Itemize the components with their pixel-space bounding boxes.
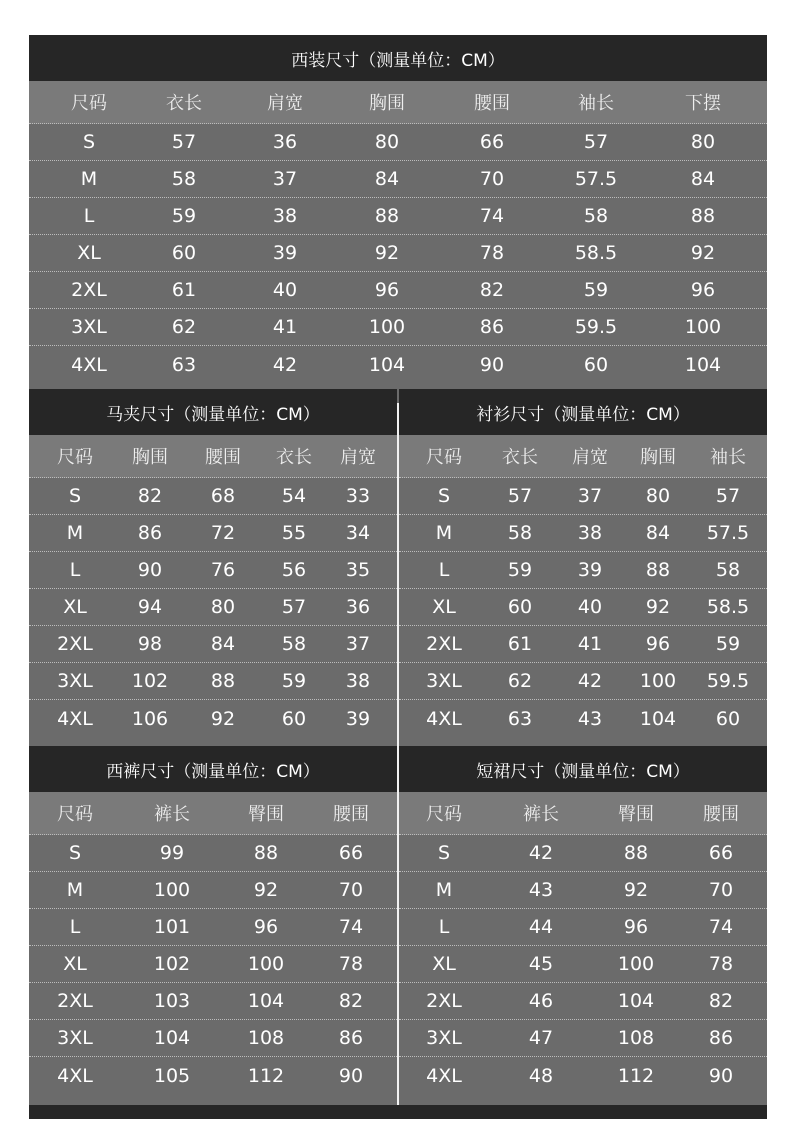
- skirt-header-cell: 臀围: [618, 804, 654, 825]
- suit-cell: 40: [272, 279, 298, 301]
- trousers-cell: 105: [153, 1064, 191, 1087]
- vest-cell: 34: [345, 522, 371, 544]
- trousers-cell: 74: [338, 916, 364, 938]
- skirt-cell: L: [438, 916, 450, 938]
- shirt-header-cell: 胸围: [640, 447, 676, 468]
- trousers-cell: 86: [338, 1027, 364, 1049]
- table-row: [29, 552, 397, 589]
- suit-cell: 88: [374, 205, 400, 227]
- shirt-cell: 92: [645, 596, 671, 618]
- suit-header-cell: 下摆: [685, 93, 721, 114]
- vest-cell: 38: [345, 670, 371, 692]
- shirt-cell: 59: [507, 559, 533, 581]
- table-row: [29, 272, 767, 309]
- shirt-header-cell: 衣长: [502, 447, 538, 468]
- skirt-cell: 100: [617, 953, 655, 975]
- vest-cell: 33: [345, 485, 371, 507]
- suit-cell: 66: [479, 131, 505, 153]
- shirt-cell: 96: [645, 633, 671, 655]
- vest-cell: 39: [345, 707, 371, 730]
- shirt-cell: 2XL: [426, 633, 462, 655]
- shirt-cell: 57: [507, 485, 533, 507]
- suit-cell: 88: [690, 205, 716, 227]
- vest-cell: 68: [210, 485, 236, 507]
- trousers-cell: 4XL: [57, 1064, 93, 1087]
- table-row: [29, 1020, 397, 1057]
- shirt-cell: 59.5: [706, 670, 750, 692]
- vest-cell: 98: [137, 633, 163, 655]
- table-row: [29, 663, 397, 700]
- vest-header-cell: 腰围: [205, 447, 241, 468]
- suit-header-cell: 腰围: [474, 93, 510, 114]
- suit-cell: 36: [272, 131, 298, 153]
- trousers-cell: 101: [153, 916, 191, 938]
- vest-cell: 3XL: [57, 670, 93, 692]
- shirt-cell: 58: [507, 522, 533, 544]
- skirt-cell: 90: [708, 1064, 734, 1087]
- shirt-cell: 3XL: [426, 670, 462, 692]
- trousers-cell: 2XL: [57, 990, 93, 1012]
- shirt-cell: 104: [639, 707, 677, 730]
- skirt-cell: 86: [708, 1027, 734, 1049]
- trousers-cell: 88: [253, 842, 279, 864]
- skirt-header-row: [399, 792, 767, 835]
- table-row: [29, 161, 767, 198]
- shirt-cell: 57: [715, 485, 741, 507]
- suit-cell: S: [82, 131, 96, 153]
- table-row: [29, 478, 397, 515]
- vest-cell: 2XL: [57, 633, 93, 655]
- suit-cell: 104: [684, 353, 722, 376]
- suit-cell: 104: [368, 353, 406, 376]
- skirt-cell: 4XL: [426, 1064, 462, 1087]
- suit-cell: 39: [272, 242, 298, 264]
- skirt-cell: M: [435, 879, 453, 901]
- suit-cell: 86: [479, 316, 505, 338]
- table-row: [399, 1020, 767, 1057]
- trousers-cell: XL: [63, 953, 87, 975]
- vest-cell: 102: [131, 670, 169, 692]
- suit-cell: 57: [171, 131, 197, 153]
- suit-cell: 60: [583, 353, 609, 376]
- suit-cell: 96: [374, 279, 400, 301]
- suit-cell: 38: [272, 205, 298, 227]
- skirt-cell: 96: [623, 916, 649, 938]
- table-row: [29, 700, 397, 737]
- suit-cell: 100: [368, 316, 406, 338]
- shirt-cell: 39: [577, 559, 603, 581]
- shirt-cell: 60: [507, 596, 533, 618]
- vest-cell: 76: [210, 559, 236, 581]
- table-row: [29, 983, 397, 1020]
- suit-cell: XL: [77, 242, 101, 264]
- skirt-cell: 74: [708, 916, 734, 938]
- trousers-cell: 66: [338, 842, 364, 864]
- table-row: [399, 626, 767, 663]
- suit-cell: 58: [171, 168, 197, 190]
- shirt-cell: L: [438, 559, 450, 581]
- skirt-cell: 78: [708, 953, 734, 975]
- skirt-cell: 104: [617, 990, 655, 1012]
- shirt-size-table: [399, 389, 767, 746]
- skirt-cell: 2XL: [426, 990, 462, 1012]
- table-row: [399, 478, 767, 515]
- suit-cell: 58.5: [574, 242, 618, 264]
- shirt-header-row: [399, 435, 767, 478]
- shirt-table-title: 衬衫尺寸（测量单位：CM）: [399, 389, 767, 435]
- table-row: [29, 309, 767, 346]
- skirt-cell: 92: [623, 879, 649, 901]
- shirt-cell: 4XL: [426, 707, 462, 730]
- shirt-header-cell: 袖长: [710, 447, 746, 468]
- suit-cell: 96: [690, 279, 716, 301]
- vest-cell: L: [69, 559, 81, 581]
- suit-cell: 59: [583, 279, 609, 301]
- vest-cell: M: [66, 522, 84, 544]
- table-row: [399, 1057, 767, 1094]
- trousers-cell: 112: [247, 1064, 285, 1087]
- vest-cell: 86: [137, 522, 163, 544]
- suit-cell: 100: [684, 316, 722, 338]
- table-row: [29, 124, 767, 161]
- table-row: [29, 1057, 397, 1094]
- vest-cell: 60: [281, 707, 307, 730]
- vest-cell: 37: [345, 633, 371, 655]
- suit-cell: 3XL: [71, 316, 107, 338]
- table-row: [399, 515, 767, 552]
- table-row: [399, 663, 767, 700]
- suit-header-cell: 袖长: [578, 93, 614, 114]
- shirt-cell: 58.5: [706, 596, 750, 618]
- table-row: [29, 626, 397, 663]
- vest-cell: 58: [281, 633, 307, 655]
- size-chart-sheet: [29, 35, 767, 1119]
- suit-cell: 92: [690, 242, 716, 264]
- suit-cell: 58: [583, 205, 609, 227]
- vest-cell: 84: [210, 633, 236, 655]
- column-divider: [397, 403, 399, 1119]
- skirt-cell: 108: [617, 1027, 655, 1049]
- table-row: [399, 909, 767, 946]
- trousers-cell: S: [68, 842, 82, 864]
- vest-cell: S: [68, 485, 82, 507]
- skirt-cell: 44: [528, 916, 554, 938]
- trousers-cell: 78: [338, 953, 364, 975]
- suit-cell: 37: [272, 168, 298, 190]
- table-row: [399, 552, 767, 589]
- shirt-cell: 40: [577, 596, 603, 618]
- vest-cell: 54: [281, 485, 307, 507]
- skirt-header-cell: 裤长: [523, 804, 559, 825]
- suit-cell: 57: [583, 131, 609, 153]
- trousers-header-cell: 臀围: [248, 804, 284, 825]
- shirt-cell: 58: [715, 559, 741, 581]
- vest-cell: 35: [345, 559, 371, 581]
- skirt-cell: 66: [708, 842, 734, 864]
- suit-cell: 42: [272, 353, 298, 376]
- suit-size-table: [29, 35, 767, 389]
- shirt-cell: 63: [507, 707, 533, 730]
- suit-cell: 70: [479, 168, 505, 190]
- skirt-cell: 112: [617, 1064, 655, 1087]
- vest-cell: 80: [210, 596, 236, 618]
- table-row: [29, 909, 397, 946]
- trousers-cell: 104: [247, 990, 285, 1012]
- suit-cell: 59: [171, 205, 197, 227]
- table-row: [29, 515, 397, 552]
- skirt-header-cell: 腰围: [703, 804, 739, 825]
- table-row: [399, 983, 767, 1020]
- trousers-cell: 3XL: [57, 1027, 93, 1049]
- shirt-cell: 100: [639, 670, 677, 692]
- vest-cell: 106: [131, 707, 169, 730]
- trousers-cell: L: [69, 916, 81, 938]
- trousers-header-cell: 裤长: [154, 804, 190, 825]
- trousers-header-cell: 腰围: [333, 804, 369, 825]
- vest-header-row: [29, 435, 397, 478]
- suit-cell: 63: [171, 353, 197, 376]
- vest-header-cell: 肩宽: [340, 447, 376, 468]
- table-row: [29, 835, 397, 872]
- trousers-cell: 104: [153, 1027, 191, 1049]
- vest-size-table: [29, 389, 397, 746]
- suit-cell: 90: [479, 353, 505, 376]
- skirt-cell: 46: [528, 990, 554, 1012]
- vest-table-title: 马夹尺寸（测量单位：CM）: [29, 389, 397, 435]
- table-row: [29, 946, 397, 983]
- table-row: [399, 835, 767, 872]
- shirt-cell: 42: [577, 670, 603, 692]
- shirt-cell: 80: [645, 485, 671, 507]
- table-row: [29, 872, 397, 909]
- suit-cell: 80: [690, 131, 716, 153]
- suit-cell: 4XL: [71, 353, 107, 376]
- suit-header-cell: 衣长: [166, 93, 202, 114]
- suit-cell: M: [80, 168, 98, 190]
- suit-cell: 84: [690, 168, 716, 190]
- skirt-cell: 48: [528, 1064, 554, 1087]
- shirt-cell: XL: [432, 596, 456, 618]
- table-row: [29, 235, 767, 272]
- trousers-size-table: [29, 746, 397, 1105]
- table-row: [29, 198, 767, 235]
- table-row: [399, 700, 767, 737]
- vest-cell: 72: [210, 522, 236, 544]
- vest-cell: 56: [281, 559, 307, 581]
- shirt-cell: 38: [577, 522, 603, 544]
- trousers-cell: 96: [253, 916, 279, 938]
- shirt-cell: 43: [577, 707, 603, 730]
- shirt-header-cell: 尺码: [426, 447, 462, 468]
- trousers-header-cell: 尺码: [57, 804, 93, 825]
- skirt-cell: 47: [528, 1027, 554, 1049]
- suit-cell: 59.5: [574, 316, 618, 338]
- shirt-cell: 88: [645, 559, 671, 581]
- trousers-cell: 70: [338, 879, 364, 901]
- skirt-cell: 82: [708, 990, 734, 1012]
- suit-table-title: 西装尺寸（测量单位：CM）: [29, 35, 767, 81]
- shirt-header-cell: 肩宽: [572, 447, 608, 468]
- trousers-table-title: 西裤尺寸（测量单位：CM）: [29, 746, 397, 792]
- shirt-cell: 37: [577, 485, 603, 507]
- shirt-cell: S: [437, 485, 451, 507]
- shirt-cell: 84: [645, 522, 671, 544]
- skirt-cell: 3XL: [426, 1027, 462, 1049]
- suit-cell: 74: [479, 205, 505, 227]
- vest-cell: 92: [210, 707, 236, 730]
- vest-header-cell: 尺码: [57, 447, 93, 468]
- suit-header-cell: 肩宽: [267, 93, 303, 114]
- skirt-cell: 42: [528, 842, 554, 864]
- vest-cell: 88: [210, 670, 236, 692]
- shirt-cell: 57.5: [706, 522, 750, 544]
- suit-cell: 80: [374, 131, 400, 153]
- table-row: [29, 589, 397, 626]
- vest-cell: 59: [281, 670, 307, 692]
- suit-cell: 78: [479, 242, 505, 264]
- trousers-cell: 108: [247, 1027, 285, 1049]
- suit-cell: 92: [374, 242, 400, 264]
- skirt-cell: XL: [432, 953, 456, 975]
- trousers-cell: 90: [338, 1064, 364, 1087]
- table-row: [399, 589, 767, 626]
- shirt-cell: 59: [715, 633, 741, 655]
- trousers-cell: M: [66, 879, 84, 901]
- table-row: [399, 946, 767, 983]
- skirt-cell: 43: [528, 879, 554, 901]
- table-row: [29, 346, 767, 383]
- skirt-cell: 70: [708, 879, 734, 901]
- suit-header-cell: 胸围: [369, 93, 405, 114]
- trousers-cell: 103: [153, 990, 191, 1012]
- table-row: [399, 872, 767, 909]
- vest-cell: 55: [281, 522, 307, 544]
- trousers-cell: 82: [338, 990, 364, 1012]
- suit-cell: 57.5: [574, 168, 618, 190]
- suit-cell: L: [83, 205, 95, 227]
- suit-cell: 2XL: [71, 279, 107, 301]
- trousers-cell: 99: [159, 842, 185, 864]
- vest-cell: 90: [137, 559, 163, 581]
- suit-cell: 61: [171, 279, 197, 301]
- shirt-cell: 61: [507, 633, 533, 655]
- skirt-table-title: 短裙尺寸（测量单位：CM）: [399, 746, 767, 792]
- vest-cell: XL: [63, 596, 87, 618]
- suit-header-cell: 尺码: [71, 93, 107, 114]
- shirt-cell: 41: [577, 633, 603, 655]
- vest-cell: 36: [345, 596, 371, 618]
- suit-cell: 62: [171, 316, 197, 338]
- skirt-cell: S: [437, 842, 451, 864]
- vest-cell: 82: [137, 485, 163, 507]
- vest-header-cell: 衣长: [276, 447, 312, 468]
- suit-header-row: [29, 81, 767, 124]
- trousers-cell: 92: [253, 879, 279, 901]
- vest-cell: 4XL: [57, 707, 93, 730]
- footer-bar: [29, 1105, 767, 1119]
- vest-cell: 57: [281, 596, 307, 618]
- vest-cell: 94: [137, 596, 163, 618]
- skirt-header-cell: 尺码: [426, 804, 462, 825]
- skirt-cell: 88: [623, 842, 649, 864]
- suit-cell: 84: [374, 168, 400, 190]
- shirt-cell: 62: [507, 670, 533, 692]
- trousers-cell: 100: [247, 953, 285, 975]
- trousers-header-row: [29, 792, 397, 835]
- shirt-cell: M: [435, 522, 453, 544]
- trousers-cell: 100: [153, 879, 191, 901]
- shirt-cell: 60: [715, 707, 741, 730]
- suit-cell: 41: [272, 316, 298, 338]
- trousers-cell: 102: [153, 953, 191, 975]
- skirt-cell: 45: [528, 953, 554, 975]
- skirt-size-table: [399, 746, 767, 1105]
- suit-cell: 60: [171, 242, 197, 264]
- vest-header-cell: 胸围: [132, 447, 168, 468]
- suit-cell: 82: [479, 279, 505, 301]
